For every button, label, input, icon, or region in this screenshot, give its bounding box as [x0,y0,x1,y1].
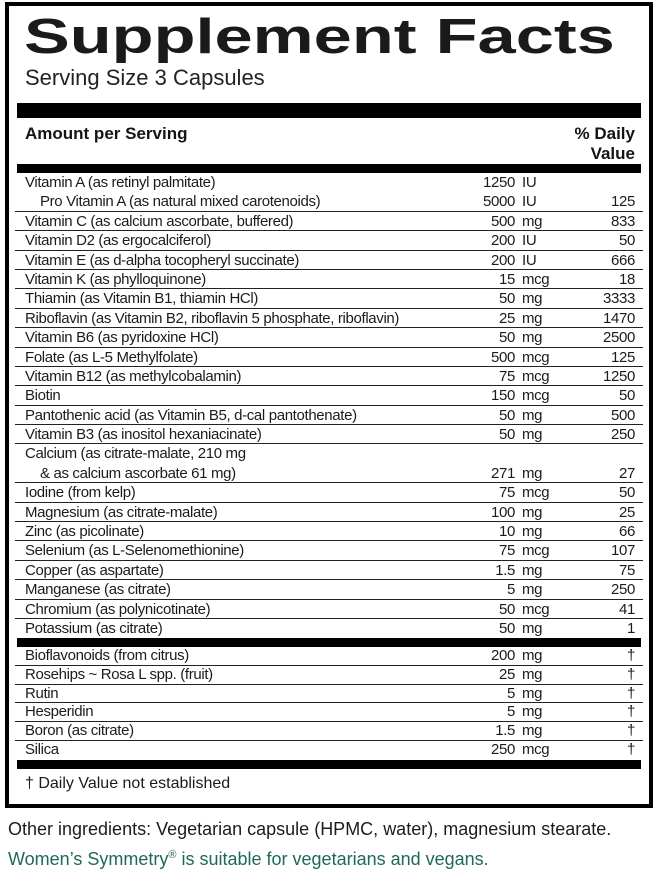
nutrient-daily-value: 41 [619,600,635,618]
divider-bar-botanical [17,638,641,647]
nutrient-name: Pro Vitamin A (as natural mixed carotenoids) [40,193,321,211]
nutrient-name: Potassium (as citrate) [25,619,163,637]
nutrient-name: Chromium (as polynicotinate) [25,600,211,618]
nutrient-amount: 50 [499,290,515,308]
table-row [15,703,643,722]
nutrient-name: Vitamin A (as retinyl palmitate) [25,174,216,191]
nutrient-unit: mg [522,406,543,424]
nutrient-daily-value: † [627,684,635,702]
divider-bar-top [17,103,641,118]
amount-per-serving-header: Amount per Serving [25,124,188,143]
nutrient-amount: 50 [499,600,515,618]
table-row [15,722,643,741]
nutrient-daily-value: † [627,703,635,721]
nutrient-daily-value: 50 [619,387,635,405]
nutrient-unit: mg [522,647,543,665]
nutrient-amount: 200 [491,232,515,250]
nutrient-daily-value: † [627,647,635,665]
nutrient-daily-value: 250 [611,426,635,444]
nutrient-name: Manganese (as citrate) [25,581,171,599]
nutrient-name: Rutin [25,684,59,702]
nutrient-daily-value: 250 [611,581,635,599]
nutrient-unit: mg [522,581,543,599]
nutrient-amount: 5 [507,703,515,721]
table-row [15,328,643,347]
nutrient-unit: mg [522,309,543,327]
nutrient-daily-value: 66 [619,523,635,541]
vegan-note [8,849,489,870]
nutrient-unit: mg [522,722,543,740]
table-row [15,367,643,386]
table-row [15,685,643,704]
nutrient-unit: IU [522,232,537,250]
dv-header-line1: % Daily [574,124,635,143]
nutrient-name: Riboflavin (as Vitamin B2, riboflavin 5 phosphate, riboflavin) [25,309,400,327]
nutrient-amount: 200 [491,251,515,269]
nutrient-amount: 150 [491,387,515,405]
nutrient-unit: IU [522,174,537,191]
nutrient-daily-value: 75 [619,561,635,579]
nutrient-name: Vitamin B12 (as methylcobalamin) [25,367,242,385]
nutrient-daily-value: 125 [611,193,635,211]
nutrient-daily-value: 666 [611,251,635,269]
nutrient-amount: 50 [499,406,515,424]
table-row [15,309,643,328]
nutrient-daily-value: 50 [619,484,635,502]
nutrient-unit: mcg [522,740,550,758]
nutrient-daily-value: 125 [611,348,635,366]
nutrient-name: Folate (as L-5 Methylfolate) [25,348,198,366]
nutrient-daily-value: 1 [627,619,635,637]
nutrient-daily-value: † [627,740,635,758]
nutrient-amount: 1.5 [495,561,515,579]
nutrient-unit: mg [522,666,543,684]
nutrient-name: Boron (as citrate) [25,722,134,740]
nutrient-amount: 15 [499,270,515,288]
nutrient-name: Silica [25,740,59,758]
nutrient-amount: 75 [499,542,515,560]
nutrient-unit: mg [522,503,543,521]
nutrient-name: Biotin [25,387,61,405]
table-row [15,251,643,270]
table-row [15,231,643,250]
nutrient-name: Hesperidin [25,703,94,721]
nutrient-amount: 100 [491,503,515,521]
table-row [15,741,643,760]
nutrient-unit: IU [522,251,537,269]
nutrient-amount: 50 [499,619,515,637]
nutrient-name: Vitamin B3 (as inositol hexaniacinate) [25,426,262,444]
nutrient-daily-value: 25 [619,503,635,521]
nutrient-table-botanical [15,647,643,759]
divider-bar-header [17,164,641,173]
nutrient-unit: mg [522,523,543,541]
nutrient-unit: mcg [522,270,550,288]
table-row [15,561,643,580]
nutrient-daily-value: 1470 [603,309,635,327]
other-ingredients-text: Other ingredients: Vegetarian capsule (HPMC, water), magnesium stearate. [8,819,612,839]
nutrient-unit: mcg [522,367,550,385]
nutrient-name: Pantothenic acid (as Vitamin B5, d-cal pantothenate) [25,406,357,424]
nutrient-unit: mg [522,619,543,637]
nutrient-amount: 75 [499,367,515,385]
nutrient-name: Magnesium (as citrate-malate) [25,503,218,521]
daily-value-footnote: † Daily Value not established [25,774,231,792]
nutrient-unit: mcg [522,542,550,560]
table-row [15,270,643,289]
nutrient-unit: mcg [522,600,550,618]
nutrient-amount: 250 [491,740,515,758]
nutrient-daily-value: 3333 [603,290,635,308]
nutrient-unit: mcg [522,484,550,502]
nutrient-amount: 1250 [483,174,515,191]
nutrient-amount: 500 [491,348,515,366]
nutrient-amount: 5 [507,581,515,599]
table-row [15,406,643,425]
nutrient-daily-value: 50 [619,232,635,250]
registered-mark: ® [168,849,177,861]
nutrient-name: Selenium (as L-Selenomethionine) [25,542,244,560]
nutrient-amount: 5000 [483,193,515,211]
table-row [15,522,643,541]
supplement-facts-panel [5,2,653,808]
table-row [15,600,643,619]
table-row [15,192,643,211]
table-row [15,647,643,666]
table-row [15,289,643,308]
nutrient-unit: IU [522,193,537,211]
nutrient-amount: 271 [491,464,515,482]
column-header-row [15,118,643,164]
nutrient-unit: mg [522,426,543,444]
nutrient-amount: 5 [507,684,515,702]
nutrient-name: & as calcium ascorbate 61 mg) [40,464,236,482]
percent-daily-value-header [575,124,635,163]
nutrient-unit: mcg [522,348,550,366]
nutrient-unit: mg [522,329,543,347]
nutrient-name: Bioflavonoids (from citrus) [25,647,189,665]
table-row [15,619,643,638]
dv-header-line2: Value [590,143,635,163]
nutrient-unit: mg [522,290,543,308]
nutrient-unit: mg [522,464,543,482]
nutrient-amount: 50 [499,426,515,444]
nutrient-unit: mg [522,212,543,230]
table-row [15,464,643,483]
divider-bar-footnote [17,760,641,769]
nutrient-name: Calcium (as citrate-malate, 210 mg [25,445,246,463]
nutrient-name: Vitamin C (as calcium ascorbate, buffered) [25,212,294,230]
nutrient-amount: 1.5 [495,722,515,740]
nutrient-daily-value: 500 [611,406,635,424]
nutrient-amount: 75 [499,484,515,502]
nutrient-daily-value: 18 [619,270,635,288]
nutrient-daily-value: † [627,666,635,684]
nutrient-amount: 50 [499,329,515,347]
table-row [15,483,643,502]
table-row [15,503,643,522]
nutrient-name: Iodine (from kelp) [25,484,136,502]
nutrient-name: Zinc (as picolinate) [25,523,144,541]
nutrient-table-main [15,173,643,638]
table-row [15,348,643,367]
nutrient-name: Copper (as aspartate) [25,561,164,579]
table-row [15,444,643,463]
nutrient-amount: 25 [499,309,515,327]
nutrient-unit: mg [522,703,543,721]
serving-size: Serving Size 3 Capsules [25,65,265,90]
table-row [15,386,643,405]
table-row [15,666,643,685]
nutrient-unit: mg [522,684,543,702]
nutrient-daily-value: 107 [611,542,635,560]
nutrient-unit: mcg [522,387,550,405]
nutrient-name: Rosehips ~ Rosa L spp. (fruit) [25,666,213,684]
nutrient-daily-value: † [627,722,635,740]
nutrient-amount: 25 [499,666,515,684]
nutrient-name: Vitamin D2 (as ergocalciferol) [25,232,211,250]
nutrient-name: Vitamin B6 (as pyridoxine HCl) [25,329,219,347]
table-row [15,425,643,444]
nutrient-amount: 500 [491,212,515,230]
panel-title: Supplement Facts [24,10,615,64]
nutrient-unit: mg [522,561,543,579]
nutrient-name: Thiamin (as Vitamin B1, thiamin HCl) [25,290,259,308]
nutrient-name: Vitamin E (as d-alpha tocopheryl succinate) [25,251,299,269]
nutrient-amount: 200 [491,647,515,665]
vegan-note-text: is suitable for vegetarians and vegans. [176,849,489,869]
brand-name: Women’s Symmetry [8,849,169,869]
nutrient-name: Vitamin K (as phylloquinone) [25,270,206,288]
nutrient-daily-value: 1250 [603,367,635,385]
table-row [15,212,643,231]
table-row [15,173,643,192]
nutrient-daily-value: 27 [619,464,635,482]
table-row [15,541,643,560]
nutrient-daily-value: 833 [611,212,635,230]
nutrient-daily-value: 2500 [603,329,635,347]
nutrient-amount: 10 [499,523,515,541]
table-row [15,580,643,599]
